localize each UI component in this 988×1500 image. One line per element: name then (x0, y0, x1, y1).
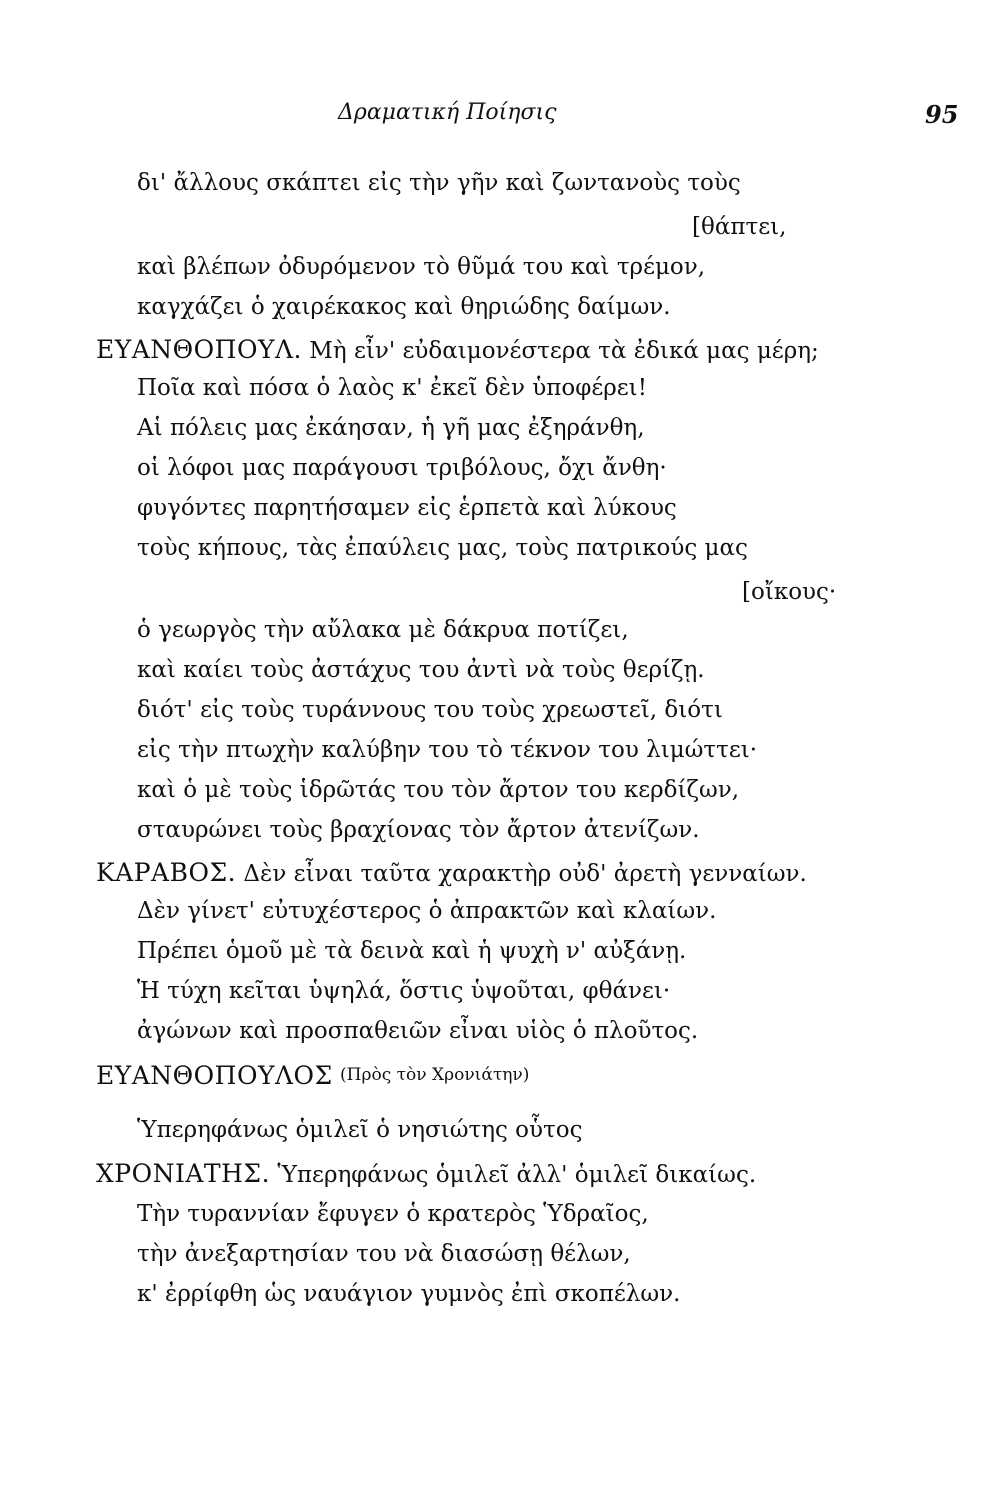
verse-line: κ' ἐρρίφθη ὡς ναυάγιον γυμνὸς ἐπὶ σκοπέλων. (137, 1281, 681, 1307)
verse-line-continuation: [θάπτει, (692, 214, 787, 240)
verse-line: ἀγώνων καὶ προσπαθειῶν εἶναι υἱὸς ὁ πλοῦτος. (137, 1018, 699, 1044)
running-title: Δραματική Ποίησις (338, 100, 557, 125)
verse-line: οἱ λόφοι μας παράγουσι τριβόλους, ὄχι ἄνθη· (137, 455, 667, 481)
verse-line: Ποῖα καὶ πόσα ὁ λαὸς κ' ἐκεῖ δὲν ὑποφέρει! (137, 375, 647, 401)
stage-direction: (Πρὸς τὸν Χρονιάτην) (340, 1065, 530, 1085)
verse-line: καὶ βλέπων ὀδυρόμενον τὸ θῦμά του καὶ τρέμον, (137, 254, 706, 280)
page-number: 95 (925, 100, 959, 129)
verse-line: Αἱ πόλεις μας ἐκάησαν, ἡ γῆ μας ἐξηράνθη, (137, 415, 645, 441)
verse-line: καγχάζει ὁ χαιρέκακος καὶ θηριώδης δαίμων. (137, 294, 671, 320)
speech-text: Ὑπερηφάνως ὁμιλεῖ ἀλλ' ὁμιλεῖ δικαίως. (277, 1162, 757, 1188)
verse-line: τοὺς κήπους, τὰς ἐπαύλεις μας, τοὺς πατρικούς μας (137, 535, 748, 561)
dialogue-line (96, 1161, 756, 1187)
verse-line: εἰς τὴν πτωχὴν καλύβην του τὸ τέκνον του λιμώττει· (137, 737, 758, 763)
verse-line: καὶ ὁ μὲ τοὺς ἱδρῶτάς του τὸν ἄρτον του κερδίζων, (137, 777, 740, 803)
speaker-name: ΕΥΑΝΘΟΠΟΥΛΟΣ (96, 1061, 333, 1090)
speaker-name: ΕΥΑΝΘΟΠΟΥΛ. (96, 335, 302, 364)
verse-line: καὶ καίει τοὺς ἀστάχυς του ἀντὶ νὰ τοὺς θερίζῃ. (137, 657, 705, 683)
verse-line: Τὴν τυραννίαν ἔφυγεν ὁ κρατερὸς Ὑδραῖος, (137, 1201, 649, 1227)
verse-line: φυγόντες παρητήσαμεν εἰς ἑρπετὰ καὶ λύκους (137, 495, 677, 521)
verse-line: Ὑπερηφάνως ὁμιλεῖ ὁ νησιώτης οὗτος (137, 1117, 583, 1143)
dialogue-line (96, 337, 819, 363)
speaker-name: ΧΡΟΝΙΑΤΗΣ. (96, 1159, 271, 1188)
verse-line: δι' ἄλλους σκάπτει εἰς τὴν γῆν καὶ ζωντανοὺς τοὺς (137, 170, 741, 196)
verse-line: διότ' εἰς τοὺς τυράννους του τοὺς χρεωστεῖ, διότι (137, 697, 723, 723)
verse-line: Πρέπει ὁμοῦ μὲ τὰ δεινὰ καὶ ἡ ψυχὴ ν' αὐξάνῃ. (137, 938, 687, 964)
speech-text: Δὲν εἶναι ταῦτα χαρακτὴρ οὐδ' ἀρετὴ γενναίων. (243, 861, 807, 887)
verse-line: Δὲν γίνετ' εὐτυχέστερος ὁ ἀπρακτῶν καὶ κλαίων. (137, 898, 717, 924)
verse-line-continuation: [οἴκους· (742, 579, 837, 605)
verse-line: τὴν ἀνεξαρτησίαν του νὰ διασώσῃ θέλων, (137, 1241, 631, 1267)
speech-text: Μὴ εἶν' εὐδαιμονέστερα τὰ ἐδικά μας μέρη; (309, 338, 819, 364)
dialogue-line (96, 860, 807, 886)
speaker-name: ΚΑΡΑΒΟΣ. (96, 858, 237, 887)
verse-line: σταυρώνει τοὺς βραχίονας τὸν ἄρτον ἀτενίζων. (137, 817, 700, 843)
verse-line: ὁ γεωργὸς τὴν αὔλακα μὲ δάκρυα ποτίζει, (137, 617, 629, 643)
verse-line: Ἡ τύχη κεῖται ὑψηλά, ὅστις ὑψοῦται, φθάνει· (137, 978, 671, 1004)
dialogue-line (96, 1063, 529, 1089)
